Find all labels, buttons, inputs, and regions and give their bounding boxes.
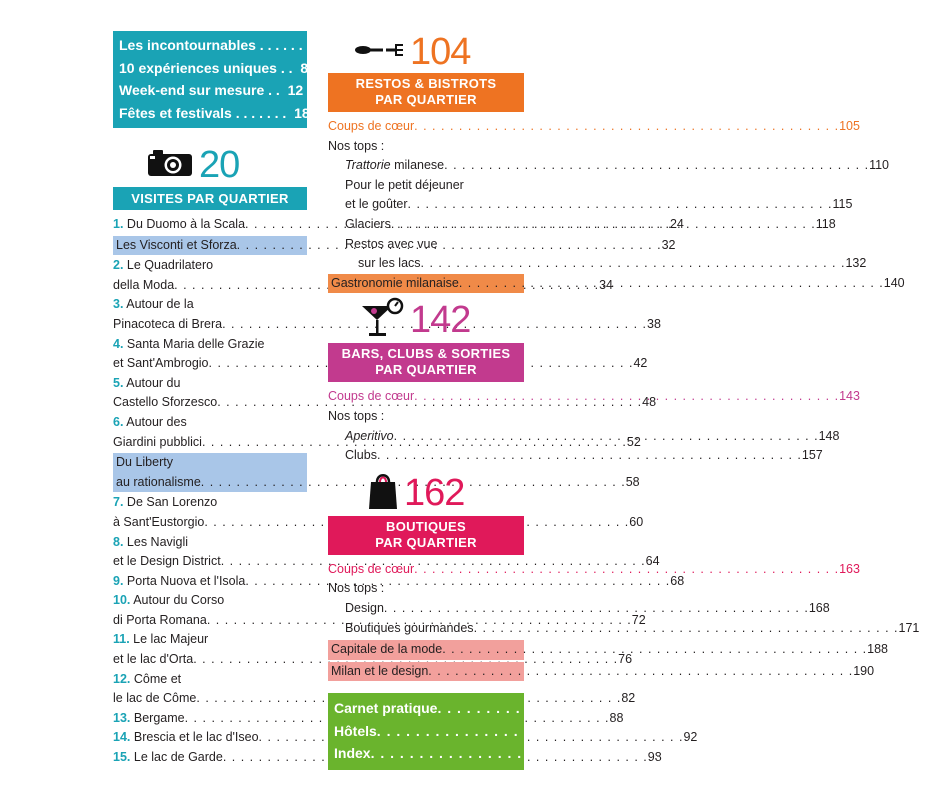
restos-header xyxy=(328,31,524,73)
toc-entry[interactable]: et le goûter . . . 115 xyxy=(328,195,524,215)
toc-entry[interactable]: 2. Le Quadrilatero della Moda . . . 34 xyxy=(113,256,307,295)
section-page-number: 104 xyxy=(410,31,471,73)
entry-number: 11. xyxy=(113,632,130,647)
toc-entry[interactable]: 10. Autour du Corso di Porta Romana . . . 72 xyxy=(113,591,307,630)
toc-entry[interactable]: 9. Porta Nuova et l'Isola . . . 68 xyxy=(113,572,307,592)
toc-entry[interactable]: Aperitivo . . . 148 xyxy=(328,427,524,447)
section-page-number: 162 xyxy=(404,471,465,514)
feature-entry[interactable]: Les Visconti et Sforza . . . 32 xyxy=(113,236,307,256)
toc-entry[interactable]: 1. Du Duomo à la Scala . . . 24 xyxy=(113,215,307,235)
feature-entry[interactable]: Gastronomie milanaise . . . 140 xyxy=(328,274,524,294)
toc-entry[interactable]: 11. Le lac Majeur et le lac d'Orta . . . 76 xyxy=(113,630,307,669)
entry-number: 5. xyxy=(113,375,124,390)
feature-entry[interactable]: Milan et le design . . . 190 xyxy=(328,662,524,682)
section-page-number: 142 xyxy=(410,299,471,342)
tops-label: Nos tops : xyxy=(328,408,385,423)
entry-number: 8. xyxy=(113,534,124,549)
feature-entry[interactable]: Du Liberty au rationalisme . . . 58 xyxy=(113,453,307,492)
tops-label: Nos tops : xyxy=(328,581,385,596)
shopping-bag-icon xyxy=(368,470,398,515)
entry-number: 1. xyxy=(113,217,124,231)
tops-label: Nos tops : xyxy=(328,138,385,153)
toc-entry-line[interactable]: Pour le petit déjeuner xyxy=(345,177,464,192)
visites-banner: VISITES PAR QUARTIER xyxy=(113,187,307,210)
toc-entry[interactable]: Carnet pratique . . . 192 xyxy=(334,697,518,720)
entry-number: 4. xyxy=(113,336,124,351)
toc-entry-line[interactable]: Restos avec vue xyxy=(345,236,438,251)
toc-entry[interactable]: 14. Brescia et le lac d'Iseo . . . 92 xyxy=(113,728,307,748)
boutiques-banner: BOUTIQUES PAR QUARTIER xyxy=(328,516,524,555)
entry-number: 13. xyxy=(113,710,131,725)
highlights-box xyxy=(113,31,319,128)
camera-icon xyxy=(147,149,193,182)
cocktail-icon xyxy=(360,298,404,343)
bars-banner: BARS, CLUBS & SORTIES PAR QUARTIER xyxy=(328,343,524,382)
toc-entry[interactable]: 12. Côme et le lac de Côme . . . 82 xyxy=(113,670,307,709)
toc-entry[interactable]: Trattorie milanese . . . 110 xyxy=(328,156,524,176)
coups-de-coeur-entry[interactable]: Coups de cœur . . . 143 xyxy=(328,387,524,407)
feature-entry[interactable]: Capitale de la mode . . . 188 xyxy=(328,640,524,660)
entry-number: 9. xyxy=(113,573,124,588)
toc-entry[interactable]: 13. Bergame . . . 88 xyxy=(113,709,307,729)
toc-entry[interactable]: Index . . . 216 xyxy=(334,742,518,765)
section-page-number: 20 xyxy=(199,144,240,186)
toc-entry[interactable]: sur les lacs . . . 132 xyxy=(328,254,524,274)
toc-entry[interactable]: 5. Autour du Castello Sforzesco . . . 48 xyxy=(113,374,307,413)
restos-banner: RESTOS & BISTROTS PAR QUARTIER xyxy=(328,73,524,112)
toc-entry[interactable]: Glaciers . . . 118 xyxy=(328,215,524,235)
toc-entry[interactable]: Design . . . 168 xyxy=(328,599,524,619)
toc-entry[interactable]: Les incontournables . . . . . . 4 xyxy=(119,37,319,53)
entry-number: 14. xyxy=(113,730,131,745)
coups-de-coeur-entry[interactable]: Coups de cœur . . . 163 xyxy=(328,560,524,580)
toc-entry[interactable]: 7. De San Lorenzo à Sant'Eustorgio . . . 60 xyxy=(113,493,307,532)
cutlery-icon xyxy=(354,40,404,65)
entry-number: 12. xyxy=(113,671,131,686)
entry-number: 2. xyxy=(113,258,124,273)
boutiques-header xyxy=(328,472,524,514)
visites-header xyxy=(113,144,307,186)
coups-de-coeur-entry[interactable]: Coups de cœur . . . 105 xyxy=(328,117,524,137)
entry-number: 6. xyxy=(113,414,124,429)
toc-entry[interactable]: Clubs . . . 157 xyxy=(328,446,524,466)
toc-entry[interactable]: Week-end sur mesure . . 12 xyxy=(119,82,304,98)
toc-entry[interactable]: Boutiques gourmandes . . . 171 xyxy=(328,619,524,639)
toc-entry[interactable]: 10 expériences uniques . . 8 xyxy=(119,59,309,76)
toc-entry[interactable]: 3. Autour de la Pinacoteca di Brera . . . 38 xyxy=(113,295,307,334)
toc-entry[interactable]: Hôtels . . . 207 xyxy=(334,720,518,743)
toc-entry[interactable]: 8. Les Navigli et le Design District . . . 64 xyxy=(113,533,307,572)
toc-entry[interactable]: 15. Le lac de Garde . . . 98 xyxy=(113,748,307,768)
entry-number: 10. xyxy=(113,593,131,608)
toc-entry[interactable]: 4. Santa Maria delle Grazie et Sant'Ambrogio . . . 42 xyxy=(113,335,307,374)
toc-entry[interactable]: Fêtes et festivals . . . . . . . 18 xyxy=(119,104,310,121)
entry-number: 15. xyxy=(113,750,131,765)
entry-number: 3. xyxy=(113,297,124,312)
bars-header xyxy=(328,299,524,341)
entry-number: 7. xyxy=(113,495,124,510)
toc-entry[interactable]: 6. Autour des Giardini pubblici . . . 52 xyxy=(113,413,307,452)
